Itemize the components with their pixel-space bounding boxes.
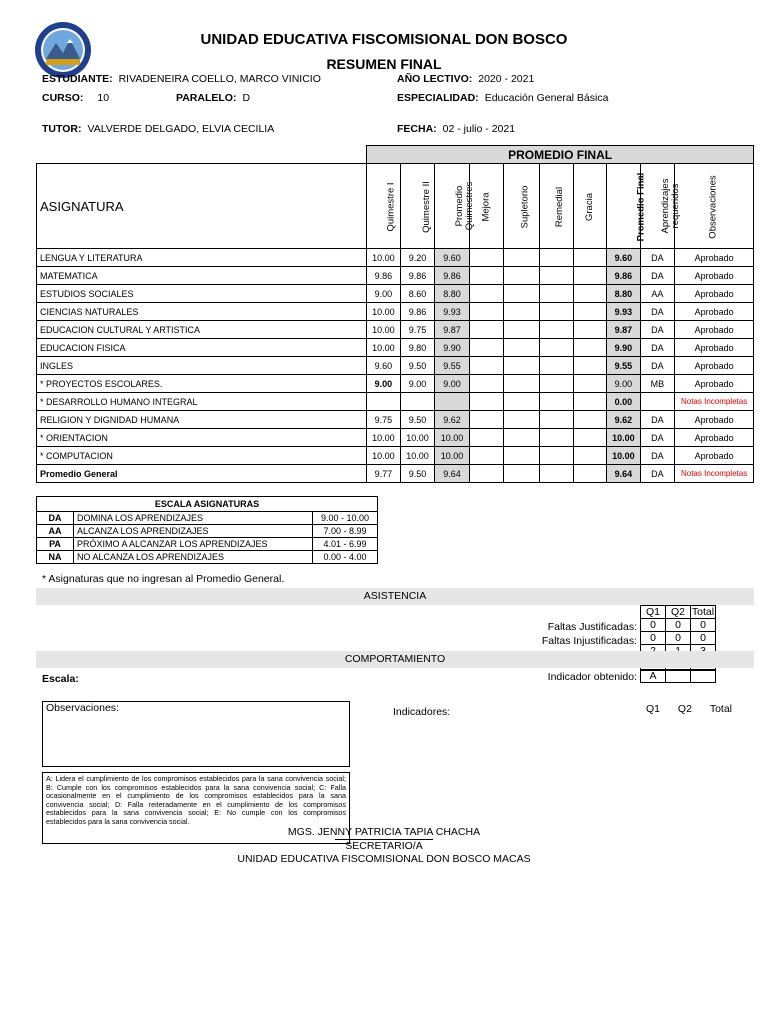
indicadores-headers [646,703,732,715]
scale-row [37,525,378,538]
empty-cell [469,393,504,411]
q1-cell: 9.75 [367,411,401,429]
q1-cell: 9.86 [367,267,401,285]
final-cell: 9.55 [607,357,641,375]
report-title: RESUMEN FINAL [326,56,442,72]
empty-cell [540,303,574,321]
column-header-label: Supletorio [519,185,531,228]
q2-cell: 9.86 [400,303,435,321]
empty-cell [504,267,540,285]
req-cell: DA [640,447,675,465]
req-cell: DA [640,411,675,429]
empty-cell [573,357,607,375]
subject-cell: ESTUDIOS SOCIALES [37,285,367,303]
subject-cell: RELIGION Y DIGNIDAD HUMANA [37,411,367,429]
final-cell: 9.62 [607,411,641,429]
indicadores-label: Indicadores: [393,706,451,718]
obs-cell: Aprobado [675,285,754,303]
final-cell: 9.86 [607,267,641,285]
empty-cell [540,285,574,303]
final-cell: 9.00 [607,375,641,393]
obs-cell: Aprobado [675,411,754,429]
empty-cell [469,267,504,285]
column-header [400,164,435,249]
attendance-value: 0 [666,632,691,645]
prom-cell: 9.87 [435,321,470,339]
attendance-row [641,632,716,645]
final-cell: 0.00 [607,393,641,411]
empty-cell [504,321,540,339]
q2-cell: 9.80 [400,339,435,357]
empty-cell [540,429,574,447]
empty-cell [504,393,540,411]
scale-desc: ALCANZA LOS APRENDIZAJES [74,525,313,538]
q1-cell [367,393,401,411]
empty-cell [504,429,540,447]
subject-cell: LENGUA Y LITERATURA [37,249,367,267]
prom-cell: 10.00 [435,429,470,447]
empty-cell [469,411,504,429]
final-cell: 10.00 [607,429,641,447]
grade-row [37,375,754,393]
signature-institution: UNIDAD EDUCATIVA FISCOMISIONAL DON BOSCO MACAS [237,853,531,865]
empty-cell [504,411,540,429]
q2-cell: 8.60 [400,285,435,303]
q1-cell: 10.00 [367,339,401,357]
empty-cell [469,339,504,357]
empty-cell [573,393,607,411]
scale-range: 7.00 - 8.99 [313,525,378,538]
obs-cell: Aprobado [675,321,754,339]
column-header-label: Promedio Quimestres [454,181,476,231]
q1-cell: 9.77 [367,465,401,483]
empty-cell [540,447,574,465]
empty-cell [573,285,607,303]
indicadores-head: Q1 [646,703,661,715]
attendance-header: ASISTENCIA [36,588,754,605]
column-header [675,164,754,249]
q1-cell: 9.00 [367,285,401,303]
column-header-label: Observaciones [708,174,720,239]
column-header-label: Promedio Final [635,172,647,241]
scale-row [37,538,378,551]
q2-cell: 9.50 [400,357,435,375]
empty-cell [504,339,540,357]
column-header [540,164,574,249]
req-cell: MB [640,375,675,393]
req-cell: DA [640,303,675,321]
empty-cell [469,447,504,465]
empty-cell [540,249,574,267]
column-header [504,164,540,249]
final-cell: 9.60 [607,249,641,267]
grade-row [37,321,754,339]
column-header-label: Aprendizajes requeridos [659,178,681,234]
empty-cell [540,357,574,375]
empty-cell [573,267,607,285]
promedio-final-header: PROMEDIO FINAL [367,146,754,164]
empty-cell [540,411,574,429]
column-header [607,164,647,249]
subject-cell: * DESARROLLO HUMANO INTEGRAL [37,393,367,411]
scale-code: NA [37,551,74,564]
indicator-value: A [641,670,666,683]
empty-cell [540,375,574,393]
req-cell: DA [640,339,675,357]
grade-row [37,357,754,375]
attendance-head: Total [691,606,715,618]
column-header [573,164,607,249]
grade-row [37,303,754,321]
q2-cell: 9.50 [400,411,435,429]
obs-cell: Aprobado [675,357,754,375]
empty-cell [573,303,607,321]
scale-range: 4.01 - 6.99 [313,538,378,551]
q2-cell: 10.00 [400,429,435,447]
scale-desc: DOMINA LOS APRENDIZAJES [74,512,313,525]
final-cell: 9.87 [607,321,641,339]
empty-cell [504,465,540,483]
prom-cell: 10.00 [435,447,470,465]
attendance-label: Faltas Justificadas: [547,621,637,633]
column-header-label: Mejora [480,191,492,222]
empty-cell [504,285,540,303]
q1-cell: 10.00 [367,249,401,267]
subject-cell: * COMPUTACION [37,447,367,465]
final-cell: 9.64 [607,465,641,483]
attendance-value: 0 [691,632,716,645]
empty-cell [540,393,574,411]
req-cell: DA [640,357,675,375]
empty-cell [504,447,540,465]
req-cell: DA [640,249,675,267]
prom-cell [435,393,470,411]
empty-cell [504,303,540,321]
column-header-label: Remedial [554,186,566,227]
q2-cell: 9.86 [400,267,435,285]
prom-cell: 9.93 [435,303,470,321]
q1-cell: 10.00 [367,447,401,465]
empty-cell [469,357,504,375]
empty-cell [573,447,607,465]
parallel-field: PARALELO: D [176,92,251,104]
empty-cell [504,249,540,267]
behavior-legend: A: Lidera el cumplimiento de los compromisos establecidos para la sana convivencia social; B: Cumple con los compromisos establecidos para la sana convivencia social; C: Falla ocasionalmente en el cumplimiento de los compromisos establecidos para la sana convivencia social; D: Falla reiteradamente en el cumplimiento de los compromisos establecidos para la sana convivencia social; E: No cumple con los compromisos establecidos para la sana convivencia social. [42,772,350,844]
empty-cell [540,339,574,357]
obs-cell: Aprobado [675,429,754,447]
tutor-field: TUTOR: VALVERDE DELGADO, ELVIA CECILIA [42,123,275,135]
q2-cell: 9.00 [400,375,435,393]
final-cell: 10.00 [607,447,641,465]
subject-cell: * PROYECTOS ESCOLARES. [37,375,367,393]
prom-cell: 9.64 [435,465,470,483]
grade-row [37,267,754,285]
empty-cell [573,375,607,393]
prom-cell: 9.55 [435,357,470,375]
req-cell: DA [640,429,675,447]
q1-cell: 10.00 [367,429,401,447]
q2-cell [400,393,435,411]
subject-cell: EDUCACION FISICA [37,339,367,357]
req-cell [640,393,675,411]
empty-cell [504,357,540,375]
prom-cell: 9.62 [435,411,470,429]
scale-note: * Asignaturas que no ingresan al Promedio General. [42,573,285,585]
obs-cell: Aprobado [675,267,754,285]
empty-cell [469,303,504,321]
obs-cell: Aprobado [675,249,754,267]
q1-cell: 9.00 [367,375,401,393]
subject-cell: Promedio General [37,465,367,483]
scale-range: 0.00 - 4.00 [313,551,378,564]
indicadores-head: Q2 [677,703,692,715]
scale-row [37,551,378,564]
q2-cell: 9.75 [400,321,435,339]
scale-row [37,512,378,525]
attendance-head: Q2 [666,606,691,619]
attendance-label: Faltas Injustificadas: [541,635,637,647]
specialty-field: ESPECIALIDAD: Educación General Básica [397,92,609,104]
school-year-field: AÑO LECTIVO: 2020 - 2021 [397,73,535,85]
empty-cell [573,321,607,339]
indicator-value [666,670,691,683]
signature-role: SECRETARIO/A [345,840,423,852]
asignatura-header: ASIGNATURA [37,164,367,249]
subject-cell: MATEMATICA [37,267,367,285]
scale-table [36,496,378,564]
empty-cell [573,411,607,429]
escala-label: Escala: [42,673,79,685]
column-header [435,164,476,249]
empty-cell [469,249,504,267]
column-header-label: Quimestre I [385,181,397,232]
req-cell: DA [640,465,675,483]
observaciones-box: Observaciones: [42,701,350,767]
empty-cell [504,375,540,393]
column-header-label: Quimestre II [420,180,432,233]
empty-cell [540,267,574,285]
scale-desc: NO ALCANZA LOS APRENDIZAJES [74,551,313,564]
req-cell: AA [640,285,675,303]
scale-code: DA [37,512,74,525]
final-cell: 9.90 [607,339,641,357]
q1-cell: 10.00 [367,303,401,321]
grade-row [37,411,754,429]
attendance-value: 0 [641,619,666,632]
subject-cell: INGLES [37,357,367,375]
column-header-label: Gracia [583,192,595,221]
grade-row [37,339,754,357]
student-field: ESTUDIANTE: RIVADENEIRA COELLO, MARCO VINICIO [42,73,321,85]
empty-cell [469,321,504,339]
empty-cell [573,465,607,483]
prom-cell: 9.60 [435,249,470,267]
obs-cell: Aprobado [675,303,754,321]
prom-cell: 9.86 [435,267,470,285]
empty-cell [469,465,504,483]
attendance-head: Q1 [641,606,666,619]
empty-cell [573,339,607,357]
scale-code: PA [37,538,74,551]
final-cell: 8.80 [607,285,641,303]
empty-cell [573,429,607,447]
grade-row [37,465,754,483]
course-field: CURSO: 10 [42,92,110,104]
date-field: FECHA: 02 - julio - 2021 [397,123,516,135]
q2-cell: 9.20 [400,249,435,267]
prom-cell: 9.00 [435,375,470,393]
grade-row [37,447,754,465]
attendance-value: 0 [666,619,691,632]
obs-cell: Aprobado [675,339,754,357]
scale-range: 9.00 - 10.00 [313,512,378,525]
grade-row [37,285,754,303]
subject-cell: EDUCACION CULTURAL Y ARTISTICA [37,321,367,339]
empty-cell [469,429,504,447]
empty-cell [469,285,504,303]
empty-cell [573,249,607,267]
obs-cell: Aprobado [675,447,754,465]
empty-cell [540,321,574,339]
obs-cell: Notas Incompletas [675,465,754,483]
scale-title: ESCALA ASIGNATURAS [37,497,378,512]
final-cell: 9.93 [607,303,641,321]
attendance-value: 0 [641,632,666,645]
signature-name: MGS. JENNY PATRICIA TAPIA CHACHA [287,826,481,838]
school-name: UNIDAD EDUCATIVA FISCOMISIONAL DON BOSCO [200,31,568,48]
obs-cell: Aprobado [675,375,754,393]
q2-cell: 10.00 [400,447,435,465]
grade-row [37,249,754,267]
grade-row [37,393,754,411]
attendance-value: 0 [691,619,716,632]
attendance-row [641,619,716,632]
scale-desc: PRÓXIMO A ALCANZAR LOS APRENDIZAJES [74,538,313,551]
grades-table [36,145,754,483]
indicator-value [691,670,716,683]
prom-cell: 8.80 [435,285,470,303]
column-header [367,164,401,249]
behavior-header: COMPORTAMIENTO [36,651,754,668]
scale-code: AA [37,525,74,538]
subject-cell: CIENCIAS NATURALES [37,303,367,321]
q2-cell: 9.50 [400,465,435,483]
grade-row [37,429,754,447]
indicator-table [640,669,716,683]
indicador-label: Indicador obtenido: [547,671,637,683]
empty-cell [469,375,504,393]
empty-cell [540,465,574,483]
indicadores-head: Total [709,703,732,715]
obs-cell: Notas Incompletas [675,393,754,411]
q1-cell: 9.60 [367,357,401,375]
req-cell: DA [640,321,675,339]
subject-cell: * ORIENTACION [37,429,367,447]
attendance-head-row [641,606,716,619]
req-cell: DA [640,267,675,285]
prom-cell: 9.90 [435,339,470,357]
q1-cell: 10.00 [367,321,401,339]
